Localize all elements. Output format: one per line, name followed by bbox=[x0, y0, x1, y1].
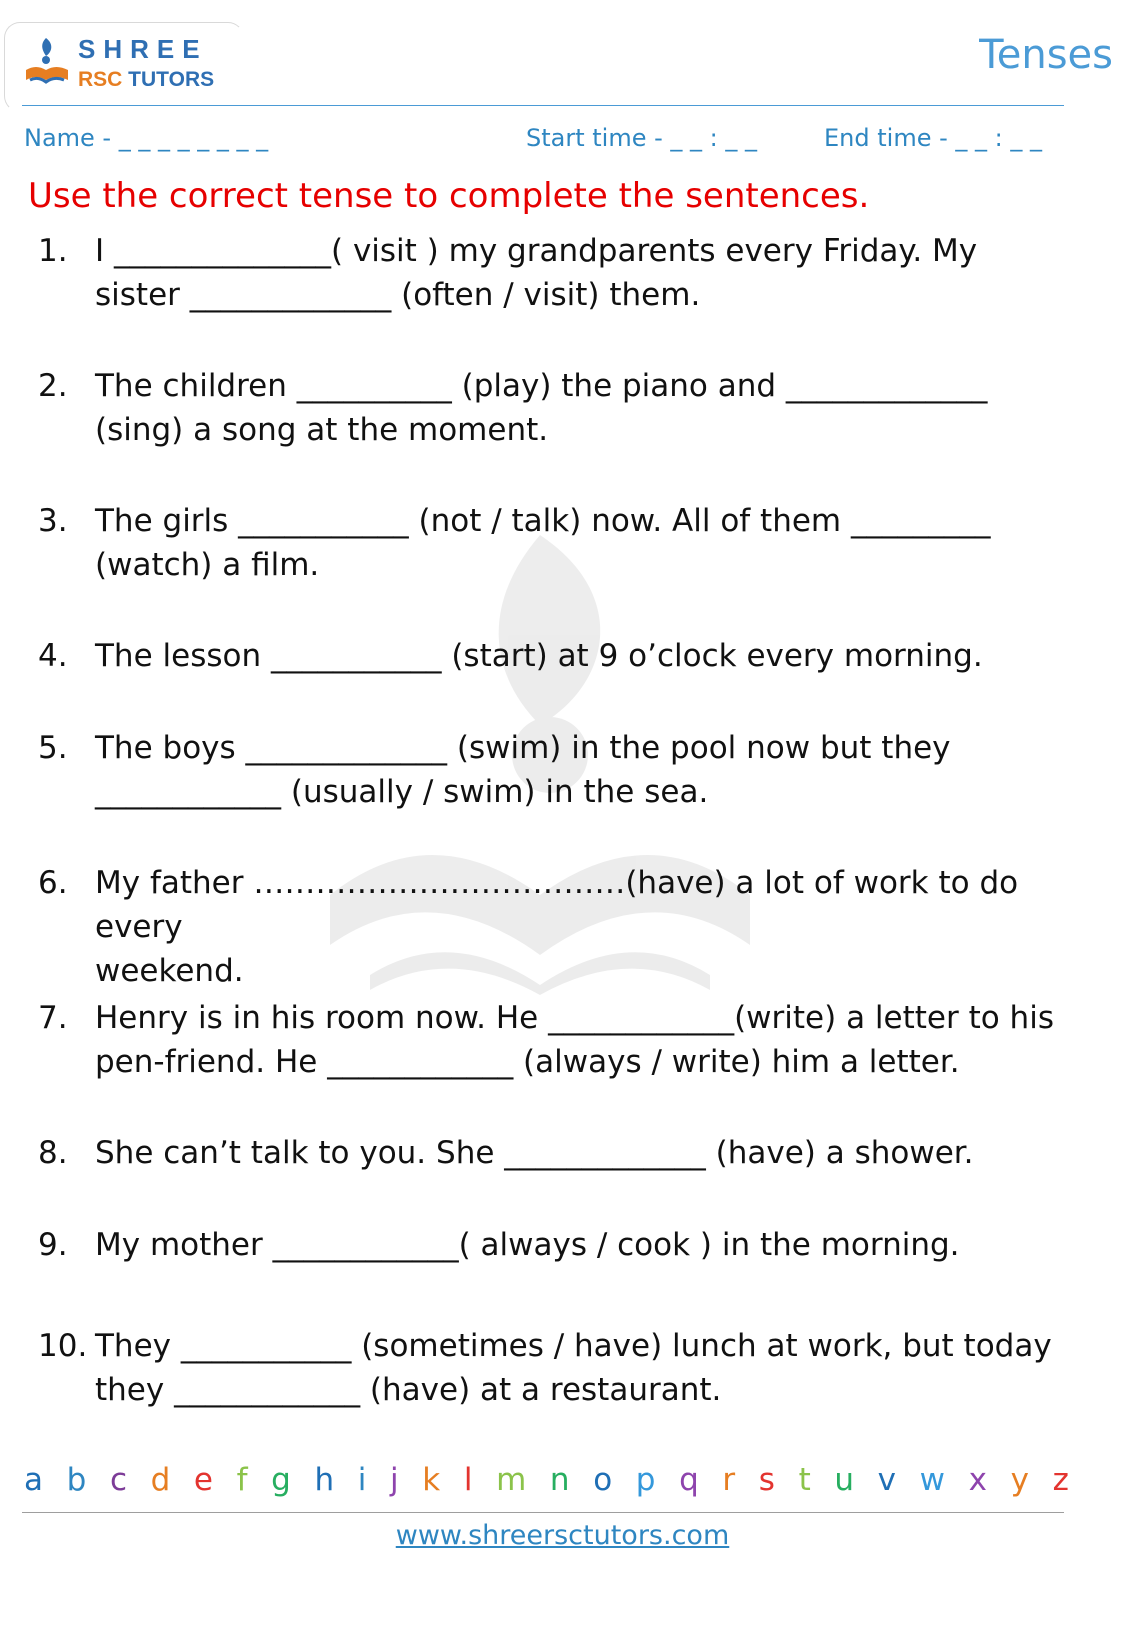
question-text: I ______________( visit ) my grandparents every Friday. My sister _____________ (often / visit) them. bbox=[95, 233, 978, 313]
alphabet-letter-l: l bbox=[463, 1462, 473, 1498]
logo-icon bbox=[22, 36, 72, 88]
logo-brand-line1: SHREE bbox=[78, 34, 208, 64]
question-number: 8. bbox=[38, 1135, 68, 1171]
alphabet-letter-o: o bbox=[593, 1462, 613, 1498]
alphabet-letter-r: r bbox=[722, 1462, 736, 1498]
alphabet-strip bbox=[24, 1462, 1069, 1498]
question-number: 7. bbox=[38, 1000, 68, 1036]
question-number: 2. bbox=[38, 368, 68, 404]
question-text: Henry is in his room now. He ____________(write) a letter to his pen-friend. He ____________ (always / write) him a letter. bbox=[95, 1000, 1054, 1080]
alphabet-letter-k: k bbox=[422, 1462, 441, 1498]
logo-brand-rsc: RSC bbox=[78, 68, 123, 91]
worksheet-title: Tenses bbox=[979, 32, 1113, 78]
header-divider bbox=[22, 105, 1064, 106]
alphabet-letter-g: g bbox=[271, 1462, 291, 1498]
question-text: She can’t talk to you. She _____________ (have) a shower. bbox=[95, 1135, 974, 1171]
alphabet-letter-z: z bbox=[1052, 1462, 1069, 1498]
alphabet-letter-s: s bbox=[758, 1462, 775, 1498]
alphabet-letter-y: y bbox=[1010, 1462, 1029, 1498]
alphabet-letter-a: a bbox=[24, 1462, 43, 1498]
logo-brand-tutors: TUTORS bbox=[122, 68, 215, 91]
question-number: 6. bbox=[38, 865, 68, 901]
end-time-label: End time - _ _ : _ _ bbox=[824, 124, 1042, 152]
footer-divider bbox=[22, 1512, 1064, 1513]
alphabet-letter-q: q bbox=[679, 1462, 699, 1498]
question-text: The lesson ___________ (start) at 9 o’clock every morning. bbox=[95, 638, 983, 674]
logo-brand-line2 bbox=[78, 68, 214, 92]
alphabet-letter-t: t bbox=[798, 1462, 811, 1498]
alphabet-letter-v: v bbox=[877, 1462, 896, 1498]
name-field-label: Name - _ _ _ _ _ _ _ _ bbox=[24, 124, 269, 152]
alphabet-letter-w: w bbox=[919, 1462, 945, 1498]
question-text: My mother ____________( always / cook ) in the morning. bbox=[95, 1227, 960, 1263]
question-text: My father ………………………………(have) a lot of work to do every weekend. bbox=[95, 865, 1019, 989]
question-text: The children __________ (play) the piano and _____________ (sing) a song at the moment. bbox=[95, 368, 988, 448]
question-number: 3. bbox=[38, 503, 68, 539]
start-time-label: Start time - _ _ : _ _ bbox=[526, 124, 757, 152]
question-text: They ___________ (sometimes / have) lunch at work, but today they ____________ (have) at a restaurant. bbox=[95, 1328, 1052, 1408]
question-number: 1. bbox=[38, 233, 68, 269]
alphabet-letter-c: c bbox=[109, 1462, 127, 1498]
alphabet-letter-b: b bbox=[66, 1462, 87, 1498]
question-number: 4. bbox=[38, 638, 68, 674]
alphabet-letter-f: f bbox=[236, 1462, 248, 1498]
alphabet-letter-m: m bbox=[496, 1462, 527, 1498]
alphabet-letter-i: i bbox=[357, 1462, 367, 1498]
footer-website-link[interactable]: www.shreersctutors.com bbox=[395, 1520, 730, 1551]
question-text: The girls ___________ (not / talk) now. All of them _________ (watch) a film. bbox=[95, 503, 991, 583]
question-number: 10. bbox=[38, 1328, 88, 1364]
instruction-heading: Use the correct tense to complete the sentences. bbox=[28, 176, 870, 216]
alphabet-letter-e: e bbox=[193, 1462, 213, 1498]
alphabet-letter-j: j bbox=[390, 1462, 399, 1498]
alphabet-letter-p: p bbox=[635, 1462, 656, 1498]
alphabet-letter-u: u bbox=[834, 1462, 855, 1498]
question-text: The boys _____________ (swim) in the pool now but they ____________ (usually / swim) in the sea. bbox=[95, 730, 951, 810]
question-number: 9. bbox=[38, 1227, 68, 1263]
alphabet-letter-d: d bbox=[150, 1462, 171, 1498]
question-number: 5. bbox=[38, 730, 68, 766]
alphabet-letter-x: x bbox=[968, 1462, 987, 1498]
alphabet-letter-h: h bbox=[314, 1462, 335, 1498]
alphabet-letter-n: n bbox=[549, 1462, 570, 1498]
